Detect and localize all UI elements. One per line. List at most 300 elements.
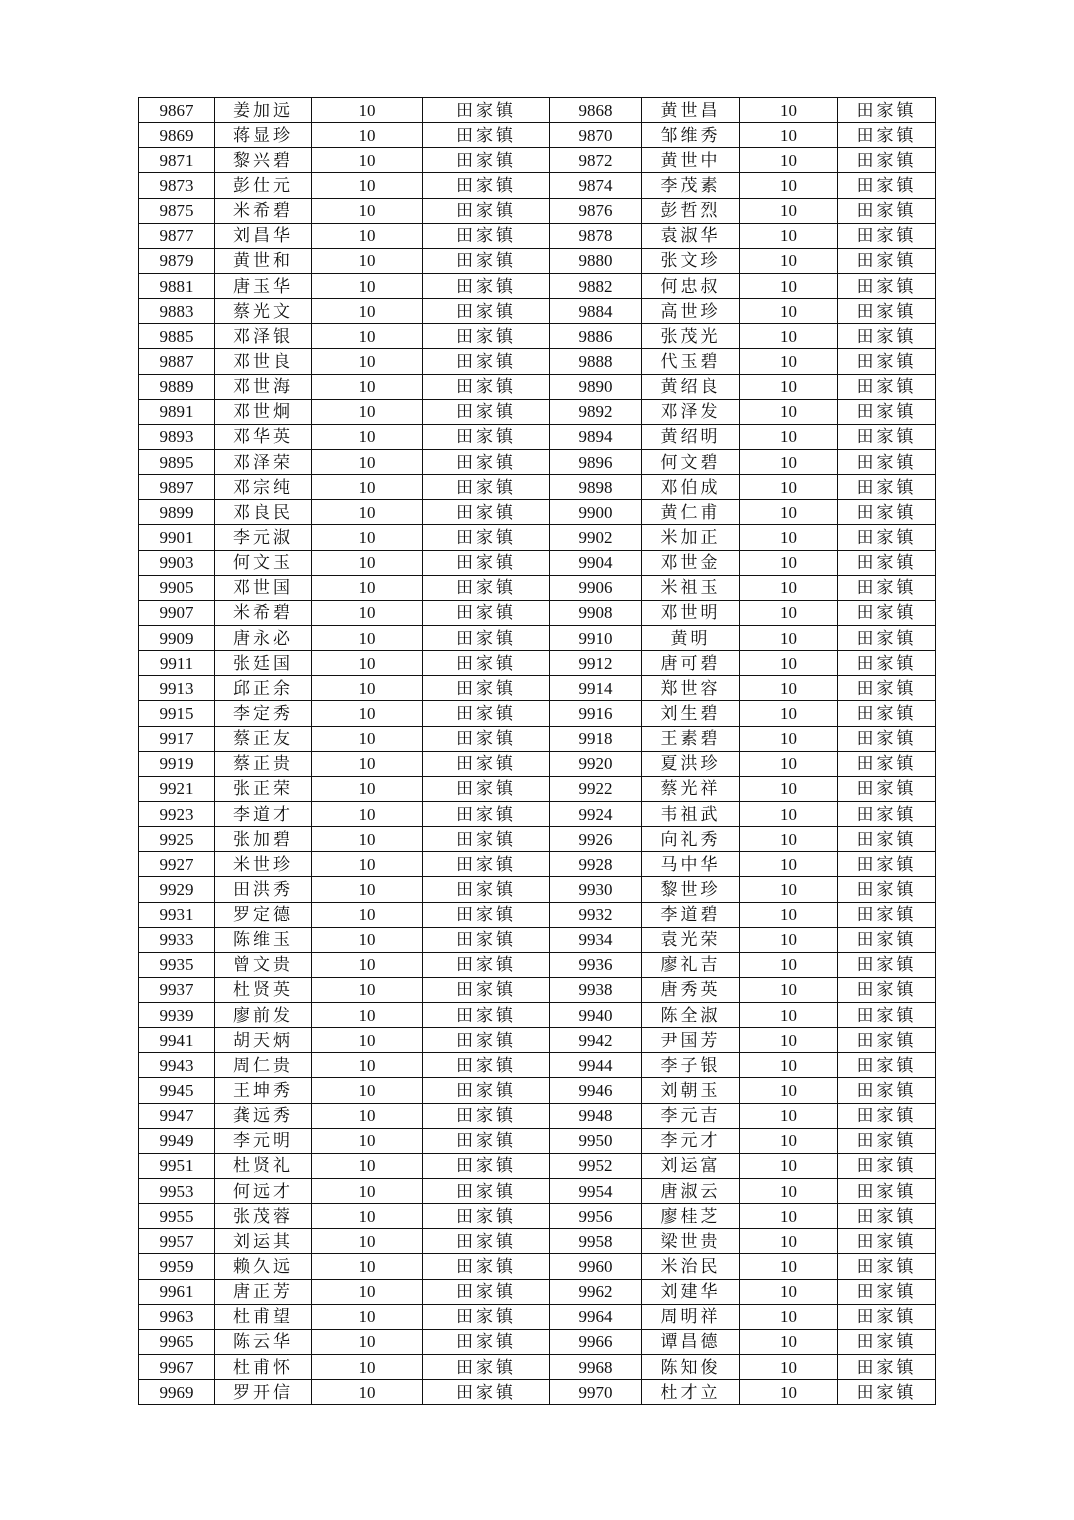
township-cell: 田家镇 <box>838 1078 936 1103</box>
record-number-cell: 9938 <box>550 977 642 1002</box>
amount-cell: 10 <box>740 399 838 424</box>
name-cell: 唐淑云 <box>642 1179 740 1204</box>
amount-cell: 10 <box>312 374 423 399</box>
township-cell: 田家镇 <box>423 198 550 223</box>
amount-cell: 10 <box>312 776 423 801</box>
table-row <box>139 1053 936 1078</box>
table-row <box>139 902 936 927</box>
township-cell: 田家镇 <box>838 123 936 148</box>
record-number-cell: 9904 <box>550 550 642 575</box>
amount-cell: 10 <box>312 123 423 148</box>
township-cell: 田家镇 <box>838 1028 936 1053</box>
amount-cell: 10 <box>740 1103 838 1128</box>
township-cell: 田家镇 <box>838 1380 936 1405</box>
table-row <box>139 852 936 877</box>
record-number-cell: 9883 <box>139 299 215 324</box>
amount-cell: 10 <box>312 877 423 902</box>
township-cell: 田家镇 <box>838 651 936 676</box>
table-row <box>139 625 936 650</box>
amount-cell: 10 <box>740 123 838 148</box>
record-number-cell: 9900 <box>550 500 642 525</box>
record-number-cell: 9927 <box>139 852 215 877</box>
name-cell: 曾文贵 <box>215 952 312 977</box>
amount-cell: 10 <box>740 248 838 273</box>
record-number-cell: 9909 <box>139 625 215 650</box>
amount-cell: 10 <box>740 1254 838 1279</box>
record-number-cell: 9873 <box>139 173 215 198</box>
name-cell: 李元才 <box>642 1128 740 1153</box>
amount-cell: 10 <box>312 449 423 474</box>
record-number-cell: 9870 <box>550 123 642 148</box>
township-cell: 田家镇 <box>838 575 936 600</box>
township-cell: 田家镇 <box>423 550 550 575</box>
amount-cell: 10 <box>740 1304 838 1329</box>
amount-cell: 10 <box>740 550 838 575</box>
amount-cell: 10 <box>312 751 423 776</box>
township-cell: 田家镇 <box>423 600 550 625</box>
amount-cell: 10 <box>312 349 423 374</box>
table-row <box>139 349 936 374</box>
table-row <box>139 1204 936 1229</box>
table-row <box>139 248 936 273</box>
table-row <box>139 223 936 248</box>
name-cell: 张正荣 <box>215 776 312 801</box>
amount-cell: 10 <box>312 399 423 424</box>
record-number-cell: 9889 <box>139 374 215 399</box>
record-number-cell: 9970 <box>550 1380 642 1405</box>
name-cell: 邓世炯 <box>215 399 312 424</box>
name-cell: 何文碧 <box>642 449 740 474</box>
township-cell: 田家镇 <box>423 1279 550 1304</box>
name-cell: 何文玉 <box>215 550 312 575</box>
record-number-cell: 9917 <box>139 726 215 751</box>
amount-cell: 10 <box>740 1028 838 1053</box>
table-row <box>139 751 936 776</box>
record-number-cell: 9869 <box>139 123 215 148</box>
township-cell: 田家镇 <box>838 751 936 776</box>
amount-cell: 10 <box>740 1229 838 1254</box>
name-cell: 李子银 <box>642 1053 740 1078</box>
name-cell: 米世珍 <box>215 852 312 877</box>
amount-cell: 10 <box>740 1003 838 1028</box>
record-number-cell: 9899 <box>139 500 215 525</box>
amount-cell: 10 <box>740 1329 838 1354</box>
record-number-cell: 9958 <box>550 1229 642 1254</box>
record-number-cell: 9911 <box>139 651 215 676</box>
name-cell: 赖久远 <box>215 1254 312 1279</box>
amount-cell: 10 <box>312 701 423 726</box>
amount-cell: 10 <box>740 676 838 701</box>
township-cell: 田家镇 <box>838 374 936 399</box>
name-cell: 何远才 <box>215 1179 312 1204</box>
table-row <box>139 1078 936 1103</box>
record-number-cell: 9914 <box>550 676 642 701</box>
township-cell: 田家镇 <box>423 1204 550 1229</box>
record-number-cell: 9945 <box>139 1078 215 1103</box>
amount-cell: 10 <box>312 173 423 198</box>
township-cell: 田家镇 <box>838 927 936 952</box>
township-cell: 田家镇 <box>423 575 550 600</box>
amount-cell: 10 <box>312 902 423 927</box>
name-cell: 龚远秀 <box>215 1103 312 1128</box>
table-row <box>139 374 936 399</box>
township-cell: 田家镇 <box>838 349 936 374</box>
record-number-cell: 9878 <box>550 223 642 248</box>
name-cell: 张茂光 <box>642 324 740 349</box>
table-row <box>139 1355 936 1380</box>
township-cell: 田家镇 <box>423 449 550 474</box>
table-row <box>139 801 936 826</box>
township-cell: 田家镇 <box>423 123 550 148</box>
record-number-cell: 9920 <box>550 751 642 776</box>
amount-cell: 10 <box>312 500 423 525</box>
amount-cell: 10 <box>740 902 838 927</box>
township-cell: 田家镇 <box>838 1229 936 1254</box>
name-cell: 刘运富 <box>642 1153 740 1178</box>
township-cell: 田家镇 <box>838 827 936 852</box>
record-number-cell: 9915 <box>139 701 215 726</box>
amount-cell: 10 <box>312 1128 423 1153</box>
name-cell: 米治民 <box>642 1254 740 1279</box>
amount-cell: 10 <box>740 651 838 676</box>
township-cell: 田家镇 <box>838 98 936 123</box>
township-cell: 田家镇 <box>423 525 550 550</box>
record-number-cell: 9926 <box>550 827 642 852</box>
name-cell: 罗开信 <box>215 1380 312 1405</box>
township-cell: 田家镇 <box>423 1128 550 1153</box>
amount-cell: 10 <box>312 1053 423 1078</box>
name-cell: 王素碧 <box>642 726 740 751</box>
name-cell: 刘朝玉 <box>642 1078 740 1103</box>
township-cell: 田家镇 <box>423 927 550 952</box>
name-cell: 唐秀英 <box>642 977 740 1002</box>
amount-cell: 10 <box>740 299 838 324</box>
township-cell: 田家镇 <box>838 701 936 726</box>
record-number-cell: 9954 <box>550 1179 642 1204</box>
township-cell: 田家镇 <box>838 449 936 474</box>
name-cell: 刘生碧 <box>642 701 740 726</box>
name-cell: 陈全淑 <box>642 1003 740 1028</box>
township-cell: 田家镇 <box>838 1153 936 1178</box>
table-row <box>139 701 936 726</box>
record-number-cell: 9965 <box>139 1329 215 1354</box>
name-cell: 黄世昌 <box>642 98 740 123</box>
name-cell: 李道才 <box>215 801 312 826</box>
name-cell: 米祖玉 <box>642 575 740 600</box>
township-cell: 田家镇 <box>423 223 550 248</box>
amount-cell: 10 <box>740 500 838 525</box>
name-cell: 邓宗纯 <box>215 475 312 500</box>
record-number-cell: 9890 <box>550 374 642 399</box>
name-cell: 刘昌华 <box>215 223 312 248</box>
record-number-cell: 9955 <box>139 1204 215 1229</box>
amount-cell: 10 <box>312 525 423 550</box>
township-cell: 田家镇 <box>423 676 550 701</box>
record-number-cell: 9910 <box>550 625 642 650</box>
name-cell: 彭哲烈 <box>642 198 740 223</box>
record-number-cell: 9880 <box>550 248 642 273</box>
record-number-cell: 9941 <box>139 1028 215 1053</box>
township-cell: 田家镇 <box>838 173 936 198</box>
record-number-cell: 9912 <box>550 651 642 676</box>
name-cell: 代玉碧 <box>642 349 740 374</box>
record-number-cell: 9895 <box>139 449 215 474</box>
record-number-cell: 9923 <box>139 801 215 826</box>
name-cell: 邓世明 <box>642 600 740 625</box>
name-cell: 蔡正贵 <box>215 751 312 776</box>
township-cell: 田家镇 <box>423 751 550 776</box>
amount-cell: 10 <box>740 148 838 173</box>
amount-cell: 10 <box>312 801 423 826</box>
record-number-cell: 9881 <box>139 273 215 298</box>
table-row <box>139 776 936 801</box>
amount-cell: 10 <box>740 1355 838 1380</box>
amount-cell: 10 <box>740 198 838 223</box>
name-cell: 黄明 <box>642 625 740 650</box>
name-cell: 蒋显珍 <box>215 123 312 148</box>
township-cell: 田家镇 <box>838 1329 936 1354</box>
name-cell: 陈维玉 <box>215 927 312 952</box>
name-cell: 周仁贵 <box>215 1053 312 1078</box>
record-number-cell: 9868 <box>550 98 642 123</box>
amount-cell: 10 <box>740 1153 838 1178</box>
record-number-cell: 9884 <box>550 299 642 324</box>
amount-cell: 10 <box>312 1254 423 1279</box>
township-cell: 田家镇 <box>423 877 550 902</box>
table-row <box>139 148 936 173</box>
township-cell: 田家镇 <box>838 1053 936 1078</box>
township-cell: 田家镇 <box>838 1254 936 1279</box>
record-number-cell: 9960 <box>550 1254 642 1279</box>
township-cell: 田家镇 <box>423 1179 550 1204</box>
amount-cell: 10 <box>740 977 838 1002</box>
township-cell: 田家镇 <box>423 1053 550 1078</box>
name-cell: 唐可碧 <box>642 651 740 676</box>
amount-cell: 10 <box>740 324 838 349</box>
record-number-cell: 9942 <box>550 1028 642 1053</box>
name-cell: 姜加远 <box>215 98 312 123</box>
record-number-cell: 9940 <box>550 1003 642 1028</box>
amount-cell: 10 <box>312 1103 423 1128</box>
amount-cell: 10 <box>740 852 838 877</box>
record-number-cell: 9893 <box>139 424 215 449</box>
name-cell: 黄绍良 <box>642 374 740 399</box>
record-number-cell: 9968 <box>550 1355 642 1380</box>
table-row <box>139 1380 936 1405</box>
amount-cell: 10 <box>740 374 838 399</box>
amount-cell: 10 <box>740 827 838 852</box>
township-cell: 田家镇 <box>423 827 550 852</box>
record-number-cell: 9898 <box>550 475 642 500</box>
amount-cell: 10 <box>312 1304 423 1329</box>
record-number-cell: 9929 <box>139 877 215 902</box>
name-cell: 邱正余 <box>215 676 312 701</box>
name-cell: 刘建华 <box>642 1279 740 1304</box>
township-cell: 田家镇 <box>423 1153 550 1178</box>
record-number-cell: 9921 <box>139 776 215 801</box>
amount-cell: 10 <box>740 575 838 600</box>
name-cell: 周明祥 <box>642 1304 740 1329</box>
name-cell: 马中华 <box>642 852 740 877</box>
record-number-cell: 9951 <box>139 1153 215 1178</box>
amount-cell: 10 <box>740 1053 838 1078</box>
township-cell: 田家镇 <box>838 852 936 877</box>
amount-cell: 10 <box>312 223 423 248</box>
record-number-cell: 9905 <box>139 575 215 600</box>
township-cell: 田家镇 <box>838 525 936 550</box>
amount-cell: 10 <box>312 550 423 575</box>
record-number-cell: 9877 <box>139 223 215 248</box>
record-number-cell: 9896 <box>550 449 642 474</box>
name-cell: 袁淑华 <box>642 223 740 248</box>
township-cell: 田家镇 <box>838 324 936 349</box>
township-cell: 田家镇 <box>423 902 550 927</box>
table-row <box>139 525 936 550</box>
township-cell: 田家镇 <box>838 550 936 575</box>
table-row <box>139 98 936 123</box>
name-cell: 王坤秀 <box>215 1078 312 1103</box>
record-number-cell: 9875 <box>139 198 215 223</box>
record-number-cell: 9919 <box>139 751 215 776</box>
name-cell: 邓华英 <box>215 424 312 449</box>
name-cell: 邓世良 <box>215 349 312 374</box>
township-cell: 田家镇 <box>423 324 550 349</box>
township-cell: 田家镇 <box>838 299 936 324</box>
record-number-cell: 9922 <box>550 776 642 801</box>
roster-body <box>139 98 936 1405</box>
table-row <box>139 927 936 952</box>
amount-cell: 10 <box>312 1329 423 1354</box>
record-number-cell: 9944 <box>550 1053 642 1078</box>
township-cell: 田家镇 <box>838 273 936 298</box>
record-number-cell: 9879 <box>139 248 215 273</box>
amount-cell: 10 <box>740 349 838 374</box>
township-cell: 田家镇 <box>423 424 550 449</box>
name-cell: 蔡光文 <box>215 299 312 324</box>
amount-cell: 10 <box>740 1204 838 1229</box>
record-number-cell: 9931 <box>139 902 215 927</box>
name-cell: 唐永必 <box>215 625 312 650</box>
amount-cell: 10 <box>312 424 423 449</box>
name-cell: 张加碧 <box>215 827 312 852</box>
table-row <box>139 1003 936 1028</box>
township-cell: 田家镇 <box>423 1254 550 1279</box>
record-number-cell: 9892 <box>550 399 642 424</box>
amount-cell: 10 <box>740 701 838 726</box>
amount-cell: 10 <box>312 475 423 500</box>
table-row <box>139 173 936 198</box>
name-cell: 廖礼吉 <box>642 952 740 977</box>
township-cell: 田家镇 <box>838 198 936 223</box>
amount-cell: 10 <box>312 273 423 298</box>
roster-table <box>138 97 936 1405</box>
table-row <box>139 600 936 625</box>
table-row <box>139 1229 936 1254</box>
township-cell: 田家镇 <box>838 977 936 1002</box>
township-cell: 田家镇 <box>423 1103 550 1128</box>
township-cell: 田家镇 <box>838 248 936 273</box>
amount-cell: 10 <box>740 525 838 550</box>
amount-cell: 10 <box>312 1003 423 1028</box>
township-cell: 田家镇 <box>423 374 550 399</box>
amount-cell: 10 <box>740 424 838 449</box>
record-number-cell: 9906 <box>550 575 642 600</box>
name-cell: 米希碧 <box>215 198 312 223</box>
table-row <box>139 1179 936 1204</box>
name-cell: 梁世贵 <box>642 1229 740 1254</box>
amount-cell: 10 <box>740 726 838 751</box>
township-cell: 田家镇 <box>838 223 936 248</box>
record-number-cell: 9937 <box>139 977 215 1002</box>
township-cell: 田家镇 <box>838 1204 936 1229</box>
township-cell: 田家镇 <box>838 625 936 650</box>
table-row <box>139 1153 936 1178</box>
township-cell: 田家镇 <box>423 952 550 977</box>
record-number-cell: 9925 <box>139 827 215 852</box>
name-cell: 邹维秀 <box>642 123 740 148</box>
name-cell: 米加正 <box>642 525 740 550</box>
table-row <box>139 877 936 902</box>
name-cell: 彭仕元 <box>215 173 312 198</box>
township-cell: 田家镇 <box>838 1179 936 1204</box>
table-row <box>139 1304 936 1329</box>
record-number-cell: 9907 <box>139 600 215 625</box>
township-cell: 田家镇 <box>423 1380 550 1405</box>
amount-cell: 10 <box>740 475 838 500</box>
township-cell: 田家镇 <box>838 500 936 525</box>
amount-cell: 10 <box>740 1279 838 1304</box>
table-row <box>139 273 936 298</box>
table-row <box>139 1028 936 1053</box>
name-cell: 谭昌德 <box>642 1329 740 1354</box>
amount-cell: 10 <box>312 148 423 173</box>
name-cell: 唐玉华 <box>215 273 312 298</box>
township-cell: 田家镇 <box>838 801 936 826</box>
township-cell: 田家镇 <box>838 902 936 927</box>
name-cell: 李元淑 <box>215 525 312 550</box>
record-number-cell: 9961 <box>139 1279 215 1304</box>
amount-cell: 10 <box>740 98 838 123</box>
amount-cell: 10 <box>740 625 838 650</box>
record-number-cell: 9885 <box>139 324 215 349</box>
record-number-cell: 9874 <box>550 173 642 198</box>
amount-cell: 10 <box>312 1028 423 1053</box>
amount-cell: 10 <box>312 625 423 650</box>
name-cell: 郑世容 <box>642 676 740 701</box>
record-number-cell: 9952 <box>550 1153 642 1178</box>
township-cell: 田家镇 <box>838 424 936 449</box>
township-cell: 田家镇 <box>423 273 550 298</box>
amount-cell: 10 <box>740 1380 838 1405</box>
name-cell: 张廷国 <box>215 651 312 676</box>
name-cell: 罗定德 <box>215 902 312 927</box>
name-cell: 蔡光祥 <box>642 776 740 801</box>
amount-cell: 10 <box>312 726 423 751</box>
name-cell: 杜甫望 <box>215 1304 312 1329</box>
table-row <box>139 1103 936 1128</box>
township-cell: 田家镇 <box>423 776 550 801</box>
name-cell: 邓伯成 <box>642 475 740 500</box>
township-cell: 田家镇 <box>423 726 550 751</box>
name-cell: 李茂素 <box>642 173 740 198</box>
record-number-cell: 9901 <box>139 525 215 550</box>
township-cell: 田家镇 <box>423 1304 550 1329</box>
record-number-cell: 9908 <box>550 600 642 625</box>
table-row <box>139 399 936 424</box>
amount-cell: 10 <box>740 1179 838 1204</box>
amount-cell: 10 <box>312 248 423 273</box>
record-number-cell: 9894 <box>550 424 642 449</box>
